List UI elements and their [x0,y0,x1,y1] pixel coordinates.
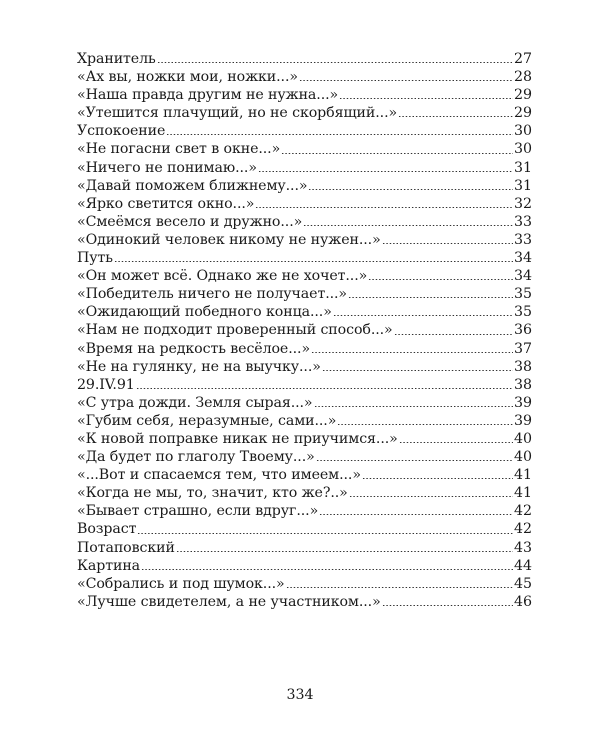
toc-entry-title: «Не погасни свет в окне...» [77,141,281,158]
toc-entry [77,539,532,557]
toc-dot-leader [137,533,513,534]
toc-entry-title: «...Вот и спасаемся тем, что имеем...» [77,467,361,484]
toc-entry-title: «Когда не мы, то, значит, кто же?..» [77,485,348,502]
toc-dot-leader [286,587,513,588]
toc-entry [77,86,532,104]
toc-entry-title: «Лучше свидетелем, а не участником...» [77,593,381,610]
toc-entry-title: Успокоение [77,123,166,140]
toc-entry [77,466,532,484]
toc-dot-leader [157,62,513,63]
table-of-contents [77,50,532,611]
toc-entry-page: 35 [513,304,532,321]
toc-entry-page: 46 [513,593,532,610]
toc-entry-title: «Ярко светится окно...» [77,195,255,212]
toc-dot-leader [311,352,513,353]
toc-entry-title: «Собрались и под шумок...» [77,575,285,592]
toc-entry-page: 36 [513,322,532,339]
toc-entry [77,213,532,231]
toc-entry [77,321,532,339]
toc-dot-leader [322,370,513,371]
toc-entry-page: 39 [513,394,532,411]
toc-entry [77,412,532,430]
toc-entry-page: 35 [513,286,532,303]
toc-entry [77,430,532,448]
toc-dot-leader [382,243,513,244]
toc-dot-leader [166,134,513,135]
toc-dot-leader [141,569,513,570]
toc-dot-leader [314,406,513,407]
toc-entry-page: 38 [513,358,532,375]
toc-dot-leader [368,279,513,280]
toc-entry-title: «Смеёмся весело и дружно...» [77,213,303,230]
toc-entry-page: 39 [513,412,532,429]
toc-entry [77,593,532,611]
toc-dot-leader [394,334,513,335]
toc-entry-title: «Давай поможем ближнему...» [77,177,308,194]
toc-entry [77,231,532,249]
toc-entry-page: 40 [513,430,532,447]
toc-entry-title: «Нам не подходит проверенный способ...» [77,322,393,339]
toc-entry-title: Возраст [77,521,137,538]
toc-dot-leader [339,98,513,99]
toc-entry-page: 40 [513,449,532,466]
toc-entry [77,267,532,285]
page-number: 334 [286,687,314,703]
toc-dot-leader [399,442,513,443]
toc-entry-title: «Ожидающий победного конца...» [77,304,332,321]
toc-entry [77,50,532,68]
toc-entry [77,448,532,466]
toc-dot-leader [136,388,513,389]
toc-entry [77,195,532,213]
toc-entry-page: 42 [513,503,532,520]
toc-entry-title: «Ничего не понимаю...» [77,159,257,176]
toc-entry-page: 30 [513,141,532,158]
toc-entry-page: 38 [513,376,532,393]
toc-dot-leader [299,80,513,81]
toc-entry-title: «Наша правда другим не нужна...» [77,87,339,104]
toc-entry-title: «Одинокий человек никому не нужен...» [77,231,381,248]
toc-entry-page: 44 [513,557,532,574]
toc-dot-leader [316,460,513,461]
toc-entry [77,520,532,538]
toc-dot-leader [348,297,513,298]
toc-entry-page: 31 [513,177,532,194]
toc-entry [77,340,532,358]
toc-entry-title: «Он может всё. Однако же не хочет...» [77,268,368,285]
toc-dot-leader [258,171,513,172]
toc-dot-leader [281,153,513,154]
toc-entry-page: 37 [513,340,532,357]
toc-entry [77,177,532,195]
toc-entry [77,104,532,122]
toc-dot-leader [176,551,513,552]
toc-entry-title: Потаповский [77,539,175,556]
toc-entry-title: «Бывает страшно, если вдруг...» [77,503,319,520]
toc-entry-title: «Да будет по глаголу Твоему...» [77,449,315,466]
toc-entry-page: 34 [513,268,532,285]
toc-entry-title: «Ах вы, ножки мои, ножки...» [77,69,298,86]
toc-entry-page: 34 [513,250,532,267]
toc-entry-title: Путь [77,250,113,267]
toc-entry-title: «Победитель ничего не получает...» [77,286,348,303]
toc-entry-page: 28 [513,69,532,86]
toc-entry-title: «К новой поправке никак не приучимся...» [77,430,398,447]
toc-entry [77,358,532,376]
toc-entry-page: 33 [513,231,532,248]
toc-entry [77,140,532,158]
toc-entry [77,484,532,502]
toc-entry [77,122,532,140]
toc-dot-leader [255,207,513,208]
toc-dot-leader [349,496,513,497]
toc-entry [77,502,532,520]
toc-entry-page: 33 [513,213,532,230]
toc-entry [77,557,532,575]
toc-entry-page: 32 [513,195,532,212]
toc-dot-leader [382,605,513,606]
toc-entry-page: 42 [513,521,532,538]
toc-entry [77,394,532,412]
toc-entry-page: 27 [513,51,532,67]
toc-entry-page: 41 [513,485,532,502]
toc-entry-title: 29.IV.91 [77,376,135,393]
toc-entry [77,285,532,303]
toc-dot-leader [303,225,513,226]
toc-dot-leader [362,478,513,479]
toc-entry [77,303,532,321]
toc-entry [77,68,532,86]
toc-dot-leader [333,315,513,316]
toc-entry-title: «Время на редкость весёлое...» [77,340,311,357]
toc-entry-page: 43 [513,539,532,556]
toc-entry-title: «Губим себя, неразумные, сами...» [77,412,337,429]
toc-entry [77,249,532,267]
toc-entry-title: «Утешится плачущий, но не скорбящий...» [77,105,398,122]
toc-dot-leader [319,514,513,515]
toc-entry-page: 29 [513,87,532,104]
toc-entry-title: Картина [77,557,141,574]
toc-entry-title: Хранитель [77,51,156,67]
toc-entry-page: 29 [513,105,532,122]
toc-entry-title: «С утра дожди. Земля сырая...» [77,394,313,411]
toc-entry-title: «Не на гулянку, не на выучку...» [77,358,321,375]
toc-entry-page: 41 [513,467,532,484]
toc-entry [77,159,532,177]
toc-entry-page: 30 [513,123,532,140]
toc-dot-leader [337,424,513,425]
toc-dot-leader [114,261,513,262]
toc-entry-page: 45 [513,575,532,592]
toc-entry [77,376,532,394]
toc-dot-leader [398,116,513,117]
toc-entry [77,575,532,593]
toc-dot-leader [308,189,512,190]
toc-entry-page: 31 [513,159,532,176]
